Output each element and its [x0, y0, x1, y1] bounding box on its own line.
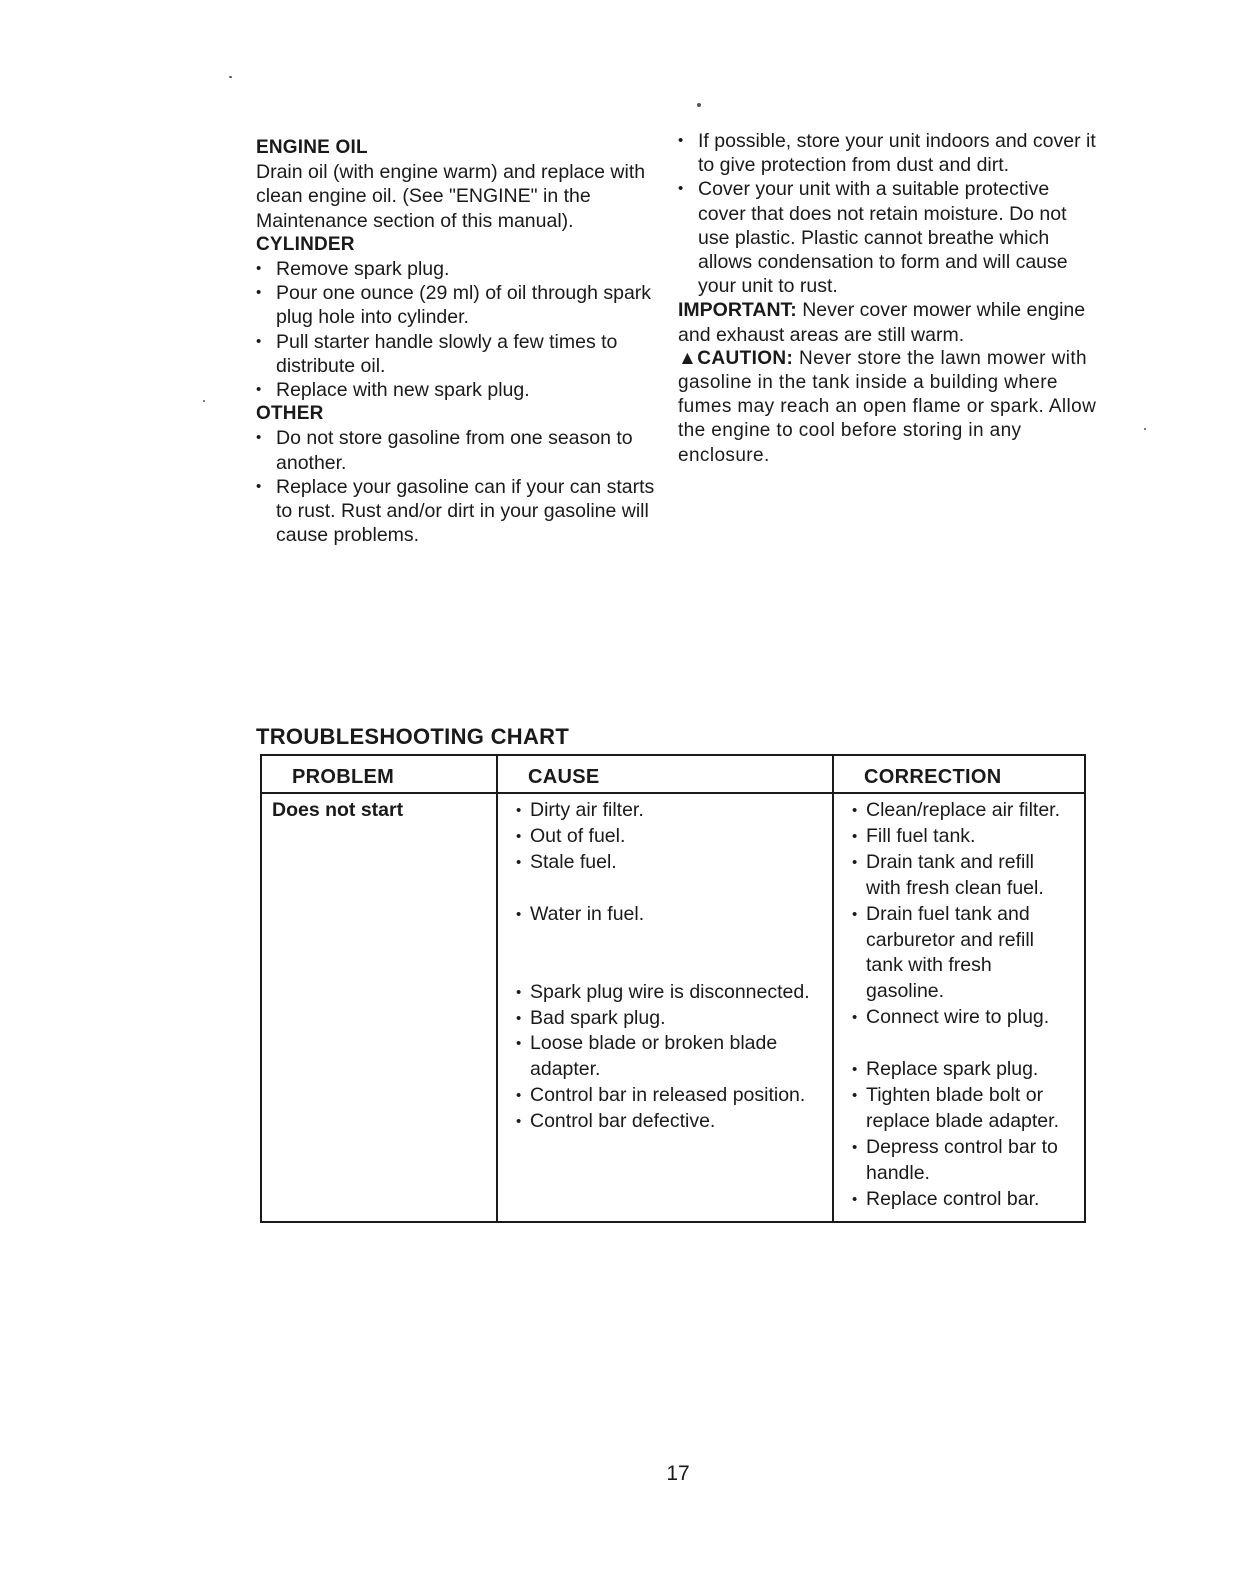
cause-item: • Control bar defective. [508, 1109, 826, 1135]
header-correction: CORRECTION [833, 755, 1085, 793]
other-heading: OTHER [256, 403, 324, 425]
cause-item: • Loose blade or broken blade adapter. [508, 1031, 826, 1083]
engine-oil-heading: ENGINE OIL [256, 137, 368, 158]
list-item: • Do not store gasoline from one season to another. [256, 426, 666, 474]
list-item: • Cover your unit with a suitable protective cover that does not retain moisture. Do not use plastic. Plastic cannot breathe which allows condensation to form and will cause your unit to rust. [678, 177, 1098, 298]
cause-item: • Out of fuel. [508, 824, 826, 850]
cause-item: • Water in fuel. [508, 902, 826, 928]
correction-item: • Depress control bar to handle. [844, 1135, 1078, 1187]
correction-cell [833, 793, 1085, 1222]
correction-item: • Drain fuel tank and carburetor and refill tank with fresh gasoline. [844, 902, 1078, 1006]
caution-label: ▲CAUTION: [678, 347, 794, 369]
caution-text: Never store the lawn mower with gasoline in the tank inside a building where fumes may reach an open flame or spark. Allow the engine to cool before storing in any enclosure. [678, 347, 1097, 466]
list-item: • If possible, store your unit indoors and cover it to give protection from dust and dirt. [678, 129, 1098, 177]
scan-speck [1144, 428, 1146, 430]
scan-speck [229, 76, 232, 78]
other-list [256, 426, 666, 547]
cause-item: • Dirty air filter. [508, 798, 826, 824]
list-item: • Replace your gasoline can if your can starts to rust. Rust and/or dirt in your gasoline will cause problems. [256, 475, 666, 548]
important-note [678, 298, 1098, 346]
cause-item: • Control bar in released position. [508, 1083, 826, 1109]
correction-item: • Clean/replace air filter. [844, 798, 1078, 824]
correction-item: • Fill fuel tank. [844, 824, 1078, 850]
chart-title: TROUBLESHOOTING CHART [256, 724, 570, 749]
problem-text: Does not start [272, 799, 404, 821]
cause-item: • Bad spark plug. [508, 1006, 826, 1032]
cause-cell [497, 793, 833, 1222]
correction-item: • Replace control bar. [844, 1187, 1078, 1213]
cause-item: • Stale fuel. [508, 850, 826, 876]
list-item: • Remove spark plug. [256, 257, 666, 281]
cause-list [508, 798, 826, 1135]
caution-note [678, 347, 1098, 468]
list-item: • Pull starter handle slowly a few times to distribute oil. [256, 330, 666, 378]
page-number: 17 [666, 1462, 690, 1485]
correction-item: • Tighten blade bolt or replace blade adapter. [844, 1083, 1078, 1135]
right-column [678, 129, 1098, 468]
engine-oil-text: Drain oil (with engine warm) and replace with clean engine oil. (See "ENGINE" in the Maintenance section of this manual). [256, 161, 646, 232]
list-item: • Pour one ounce (29 ml) of oil through spark plug hole into cylinder. [256, 281, 666, 329]
table-row [261, 793, 1085, 1222]
troubleshooting-table [260, 754, 1086, 1223]
cause-item: • Spark plug wire is disconnected. [508, 980, 826, 1006]
scan-speck [203, 400, 205, 402]
problem-cell [261, 793, 497, 1222]
table-header-row [261, 755, 1085, 793]
correction-list [844, 798, 1078, 1213]
left-column [256, 136, 666, 547]
header-cause: CAUSE [497, 755, 833, 793]
correction-item: • Drain tank and refill with fresh clean fuel. [844, 850, 1078, 902]
cylinder-list [256, 257, 666, 402]
correction-item: • Replace spark plug. [844, 1057, 1078, 1083]
scan-speck [697, 103, 701, 107]
list-item: • Replace with new spark plug. [256, 378, 666, 402]
important-label: IMPORTANT: [678, 299, 797, 322]
storage-list [678, 129, 1098, 298]
correction-item: • Connect wire to plug. [844, 1005, 1078, 1031]
header-problem: PROBLEM [261, 755, 497, 793]
cylinder-heading: CYLINDER [256, 233, 355, 255]
important-text: Never cover mower while engine and exhaust areas are still warm. [678, 299, 1086, 346]
